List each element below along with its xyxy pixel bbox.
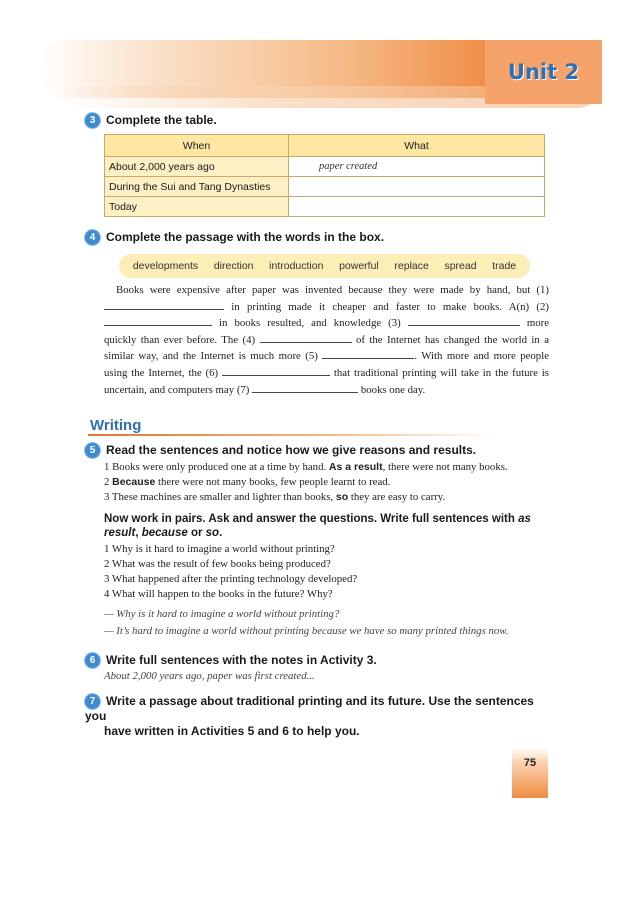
question-item: 1 Why is it hard to imagine a world without printing? — [104, 543, 335, 555]
blank-3[interactable] — [408, 315, 520, 326]
activity-5-title: Read the sentences and notice how we give reasons and results. — [106, 443, 477, 457]
instruction-keyword: because — [141, 527, 188, 539]
blank-6[interactable] — [222, 365, 330, 376]
question-item: 2 What was the result of few books being produced? — [104, 558, 331, 570]
activity-7-title-line: have written in Activities 5 and 6 to help you. — [104, 724, 360, 738]
activity-number-badge: 4 — [85, 230, 100, 245]
word-box-item: spread — [444, 260, 477, 272]
table-cell-what[interactable] — [289, 177, 545, 197]
activity-6-heading — [85, 653, 377, 668]
word-box-item: introduction — [269, 260, 324, 272]
writing-section-rule — [88, 434, 498, 436]
table-cell-what[interactable]: paper created — [289, 157, 545, 177]
dialogue-line: — Why is it hard to imagine a world without printing? — [104, 608, 340, 620]
word-box-item: developments — [132, 260, 199, 272]
example-keyword: so — [335, 491, 349, 503]
table-row — [105, 197, 545, 217]
passage-text: of the Internet has changed the world in a similar way, and the Internet is much more (5) — [104, 333, 549, 363]
writing-section-heading: Writing — [90, 417, 142, 434]
timeline-table — [104, 134, 545, 217]
example-text: , there were not many books. — [382, 461, 508, 473]
example-text: 3 These machines are smaller and lighter than books, — [104, 491, 336, 503]
activity-number-badge: 5 — [85, 443, 100, 458]
activity-number-badge: 7 — [85, 694, 100, 709]
example-text: 1 Books were only produced one at a time by hand. — [104, 461, 329, 473]
passage-text: Books were expensive after paper was invented because they were made by hand, but (1) — [116, 284, 549, 296]
example-keyword: As a result — [328, 461, 383, 473]
table-cell-when: During the Sui and Tang Dynasties — [105, 177, 289, 197]
passage-text: in printing made it cheaper and faster to make books. A(n) (2) — [231, 300, 549, 313]
activity-7-heading — [85, 694, 555, 739]
passage-text: in books resulted, and knowledge (3) — [219, 317, 401, 330]
word-box-item: replace — [394, 260, 429, 272]
dialogue-line: — It’s hard to imagine a world without printing because we have so many printed things now. — [104, 625, 509, 637]
example-text: they are easy to carry. — [348, 491, 446, 503]
activity-6-title: Write full sentences with the notes in Activity 3. — [106, 653, 377, 667]
activity-4-heading — [85, 230, 384, 245]
activity-4-title: Complete the passage with the words in the box. — [106, 230, 385, 244]
activity-number-badge: 3 — [85, 113, 100, 128]
example-text: 2 — [104, 476, 113, 488]
table-header-what: What — [289, 135, 545, 157]
unit-label-box — [485, 40, 602, 104]
passage-text: . With more and more people using the Internet, the (6) — [104, 350, 549, 379]
instruction-keyword: as result — [104, 513, 531, 539]
blank-2[interactable] — [104, 315, 212, 326]
word-box-item: direction — [213, 260, 254, 272]
pair-work-instruction: Now work in pairs. Ask and answer the questions. Write full sentences with as result, because or so. — [104, 513, 531, 539]
table-row — [105, 157, 545, 177]
example-sentence — [104, 476, 390, 488]
table-cell-what[interactable] — [289, 197, 545, 217]
table-cell-when: About 2,000 years ago — [105, 157, 289, 177]
instruction-text: Now work in pairs. Ask and answer the questions. Write full sentences with — [104, 513, 515, 525]
question-item: 3 What happened after the printing technology developed? — [104, 573, 358, 585]
passage-text: books one day. — [360, 383, 426, 396]
passage-text: more quickly than ever before. The (4) — [104, 317, 550, 346]
activity-number-badge: 6 — [85, 653, 100, 668]
blank-4[interactable] — [260, 332, 352, 343]
cloze-passage — [104, 283, 549, 398]
table-header-when: When — [105, 135, 289, 157]
blank-1[interactable] — [104, 299, 224, 310]
example-sentence — [104, 461, 508, 473]
example-text: there were not many books, few people learnt to read. — [155, 476, 391, 488]
activity-5-heading — [85, 443, 476, 458]
table-row — [105, 177, 545, 197]
example-keyword: Because — [112, 476, 156, 488]
word-box-item: powerful — [339, 260, 379, 272]
blank-5[interactable] — [322, 348, 414, 359]
page-number-tab — [512, 748, 548, 798]
activity-7-title-line: Write a passage about traditional printing and its future. Use the sentences you — [85, 694, 534, 723]
blank-7[interactable] — [252, 382, 358, 393]
unit-title: Unit 2 — [507, 60, 580, 84]
word-box — [119, 254, 530, 278]
example-sentence — [104, 491, 445, 503]
table-cell-when: Today — [105, 197, 289, 217]
word-box-item: trade — [492, 260, 517, 272]
instruction-text: or — [190, 527, 203, 539]
activity-3-heading — [85, 113, 217, 128]
page-number: 75 — [523, 757, 537, 769]
question-item: 4 What will happen to the books in the future? Why? — [104, 588, 333, 600]
activity-6-example: About 2,000 years ago, paper was first created... — [104, 670, 315, 682]
passage-text: that traditional printing will take in the future is uncertain, and computers may (7) — [104, 366, 549, 396]
table-header-row — [105, 135, 545, 157]
instruction-keyword: so — [205, 527, 220, 539]
activity-3-title: Complete the table. — [106, 113, 217, 127]
